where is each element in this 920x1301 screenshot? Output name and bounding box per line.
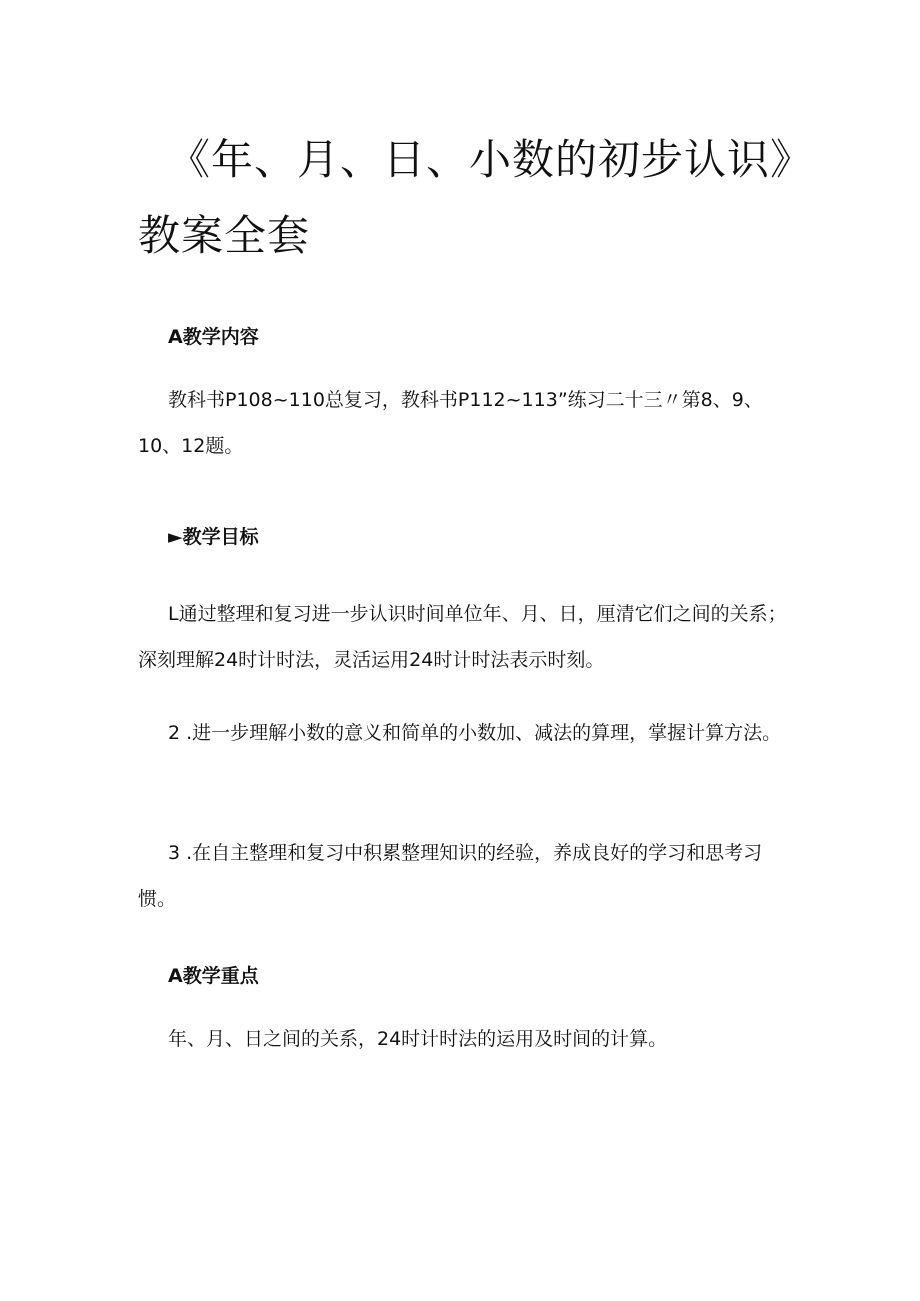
section-heading-objectives: ►教学目标 <box>168 526 259 548</box>
paragraph-content: 教科书P108~110总复习，教科书P112~113”练习二十三〃第8、9、10、12题。 <box>138 389 763 457</box>
document-title <box>138 122 814 274</box>
title-line-1: 《年、月、日、小数的初步认识》 <box>168 135 814 184</box>
paragraph-objective-3: 3 .在自主整理和复习中积累整理知识的经验，养成良好的学习和思考习惯。 <box>138 842 763 910</box>
paragraph-key-points: 年、月、日之间的关系，24时计时法的运用及时间的计算。 <box>168 1028 668 1050</box>
title-line-2: 教案全套 <box>138 211 311 260</box>
section-heading-key-points: A教学重点 <box>168 965 259 987</box>
section-heading-content: A教学内容 <box>168 326 259 348</box>
paragraph-objective-2: 2 .进一步理解小数的意义和简单的小数加、减法的算理，掌握计算方法。 <box>168 722 782 744</box>
paragraph-objective-1: L通过整理和复习进一步认识时间单位年、月、日，厘清它们之间的关系；深刻理解24时计时法，灵活运用24时计时法表示时刻。 <box>138 603 787 671</box>
